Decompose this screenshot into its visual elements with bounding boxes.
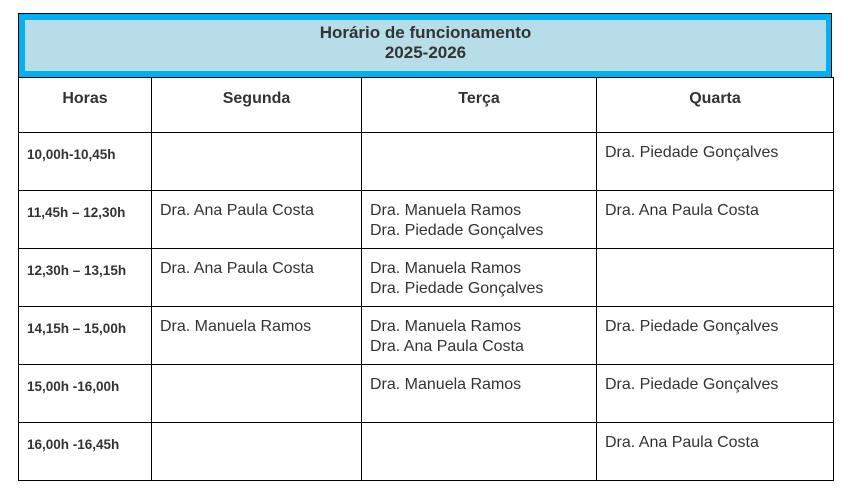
table-row <box>19 423 834 481</box>
cell-segunda <box>152 365 362 423</box>
table-row <box>19 249 834 307</box>
doctor-name: Dra. Manuela Ramos <box>370 376 522 393</box>
cell-segunda <box>152 307 362 365</box>
time-slot: 11,45h – 12,30h <box>19 191 152 249</box>
cell-terca <box>362 365 597 423</box>
doctor-name: Dra. Ana Paula Costa <box>160 260 314 277</box>
table-row <box>19 307 834 365</box>
header-row <box>19 78 834 133</box>
time-slot: 10,00h-10,45h <box>19 133 152 191</box>
cell-terca <box>362 191 597 249</box>
cell-segunda <box>152 191 362 249</box>
doctor-name: Dra. Piedade Gonçalves <box>605 376 779 393</box>
cell-quarta <box>597 133 834 191</box>
cell-segunda <box>152 249 362 307</box>
doctor-name: Dra. Manuela Ramos <box>370 202 522 219</box>
year-text: 2025-2026 <box>384 43 467 62</box>
doctor-name: Dra. Ana Paula Costa <box>605 202 759 219</box>
cell-quarta <box>597 191 834 249</box>
cell-quarta <box>597 249 834 307</box>
table-row <box>19 365 834 423</box>
doctor-name: Dra. Piedade Gonçalves <box>605 318 779 335</box>
header-quarta: Quarta <box>597 78 834 133</box>
time-slot: 14,15h – 15,00h <box>19 307 152 365</box>
cell-quarta <box>597 307 834 365</box>
doctor-name: Dra. Manuela Ramos <box>370 260 522 277</box>
table-row <box>19 191 834 249</box>
cell-segunda <box>152 133 362 191</box>
schedule-table <box>18 77 834 481</box>
table-row <box>19 133 834 191</box>
doctor-name: Dra. Manuela Ramos <box>160 318 312 335</box>
cell-quarta <box>597 365 834 423</box>
cell-terca <box>362 133 597 191</box>
header-horas: Horas <box>19 78 152 133</box>
cell-terca <box>362 249 597 307</box>
time-slot: 12,30h – 13,15h <box>19 249 152 307</box>
cell-quarta <box>597 423 834 481</box>
header-segunda: Segunda <box>152 78 362 133</box>
title-box <box>25 20 826 71</box>
header-terca: Terça <box>362 78 597 133</box>
time-slot: 16,00h -16,45h <box>19 423 152 481</box>
doctor-name: Dra. Ana Paula Costa <box>160 202 314 219</box>
doctor-name: Dra. Manuela Ramos <box>370 318 522 335</box>
title-text: Horário de funcionamento <box>319 23 532 42</box>
cell-terca <box>362 307 597 365</box>
doctor-name: Dra. Ana Paula Costa <box>605 434 759 451</box>
doctor-name: Dra. Piedade Gonçalves <box>370 222 544 239</box>
time-slot: 15,00h -16,00h <box>19 365 152 423</box>
cell-segunda <box>152 423 362 481</box>
title-banner <box>18 13 832 77</box>
doctor-name: Dra. Ana Paula Costa <box>370 338 524 355</box>
doctor-name: Dra. Piedade Gonçalves <box>370 280 544 297</box>
doctor-name: Dra. Piedade Gonçalves <box>605 144 779 161</box>
cell-terca <box>362 423 597 481</box>
schedule <box>18 13 832 481</box>
